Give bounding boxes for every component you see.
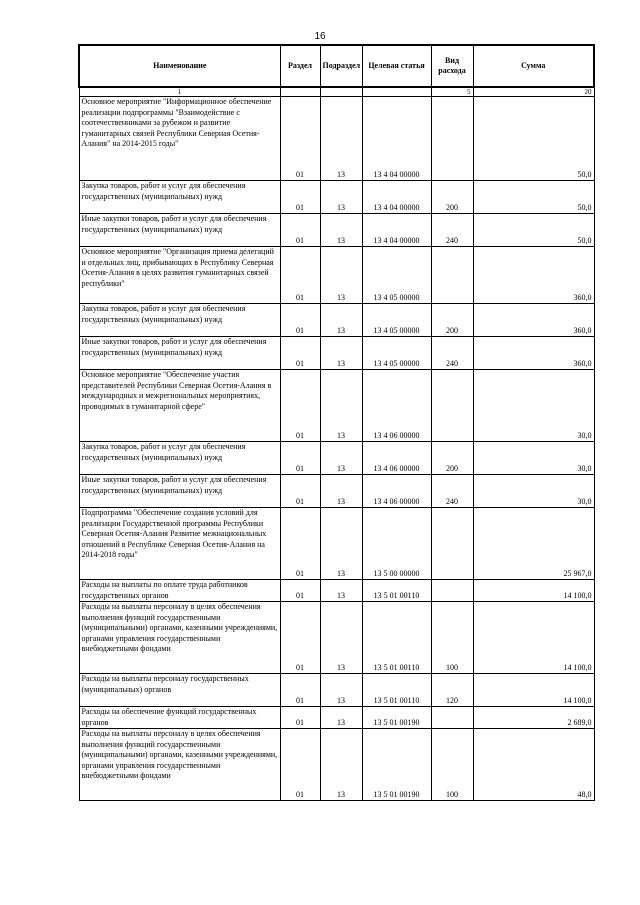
index-sum: 20 [473,87,594,97]
row-target: 13 4 05 00000 [362,304,431,337]
row-vid: 100 [431,602,473,674]
row-sum: 360,0 [473,304,594,337]
row-podrazdel: 13 [320,304,362,337]
row-sum: 50,0 [473,181,594,214]
row-target: 13 4 04 00000 [362,181,431,214]
row-target: 13 5 01 00190 [362,707,431,729]
row-name: Закупка товаров, работ и услуг для обеспечения государственных (муниципальных) нужд [79,442,280,475]
row-sum: 50,0 [473,214,594,247]
row-vid [431,97,473,181]
row-razdel: 01 [280,247,320,304]
table-row [79,370,594,442]
row-sum: 30,0 [473,475,594,508]
table-row [79,729,594,801]
row-vid: 200 [431,181,473,214]
row-podrazdel: 13 [320,442,362,475]
table-header-row [79,45,594,87]
row-razdel: 01 [280,475,320,508]
row-razdel: 01 [280,729,320,801]
row-vid [431,247,473,304]
row-podrazdel: 13 [320,580,362,602]
table-row [79,674,594,707]
header-razdel: Раздел [280,45,320,87]
index-vid: 5 [431,87,473,97]
row-sum: 14 100,0 [473,674,594,707]
row-podrazdel: 13 [320,508,362,580]
row-name: Расходы на выплаты по оплате труда работников государственных органов [79,580,280,602]
page-number: 16 [314,31,326,42]
table-row [79,337,594,370]
row-target: 13 4 06 00000 [362,442,431,475]
table-row [79,508,594,580]
row-target: 13 5 01 00110 [362,602,431,674]
row-sum: 25 967,0 [473,508,594,580]
row-razdel: 01 [280,580,320,602]
table-row [79,442,594,475]
row-sum: 48,0 [473,729,594,801]
row-vid [431,508,473,580]
header-podrazdel: Подраздел [320,45,362,87]
row-podrazdel: 13 [320,181,362,214]
row-razdel: 01 [280,602,320,674]
row-name: Расходы на выплаты персоналу государственных (муниципальных) органов [79,674,280,707]
table-row [79,181,594,214]
row-name: Закупка товаров, работ и услуг для обеспечения государственных (муниципальных) нужд [79,304,280,337]
row-podrazdel: 13 [320,674,362,707]
row-target: 13 5 01 00190 [362,729,431,801]
table-row [79,602,594,674]
row-target: 13 5 01 00110 [362,674,431,707]
row-razdel: 01 [280,214,320,247]
row-podrazdel: 13 [320,97,362,181]
row-target: 13 4 06 00000 [362,475,431,508]
column-index-row [79,87,594,97]
row-sum: 360,0 [473,247,594,304]
table-row [79,247,594,304]
row-target: 13 4 04 00000 [362,97,431,181]
row-vid [431,580,473,602]
row-target: 13 4 06 00000 [362,370,431,442]
row-vid [431,707,473,729]
row-name: Иные закупки товаров, работ и услуг для обеспечения государственных (муниципальных) нужд [79,475,280,508]
row-target: 13 4 05 00000 [362,247,431,304]
row-sum: 30,0 [473,442,594,475]
row-name: Расходы на обеспечение функций государственных органов [79,707,280,729]
row-sum: 360,0 [473,337,594,370]
row-name: Основное мероприятие "Организация приема делегаций и отдельных лиц, прибывающих в Республику Северная Осетия-Алания в целях развития гуманитарных связей республики" [79,247,280,304]
row-name: Расходы на выплаты персоналу в целях обеспечения выполнения функций государственными (муниципальными) органами, казенными учреждениями, органами управления государственными внебюджетными фондами [79,602,280,674]
row-podrazdel: 13 [320,602,362,674]
row-vid: 200 [431,304,473,337]
row-sum: 14 100,0 [473,602,594,674]
row-target: 13 4 04 00000 [362,214,431,247]
header-name: Наименование [79,45,280,87]
row-vid: 120 [431,674,473,707]
index-podrazdel [320,87,362,97]
row-name: Основное мероприятие "Обеспечение участия представителей Республики Северная Осетия-Алания в международных и межрегиональных мероприятиях, проводимых в гуманитарной сфере" [79,370,280,442]
row-target: 13 4 05 00000 [362,337,431,370]
row-vid: 240 [431,214,473,247]
row-razdel: 01 [280,442,320,475]
row-razdel: 01 [280,707,320,729]
row-sum: 14 100,0 [473,580,594,602]
budget-table [78,44,595,801]
row-podrazdel: 13 [320,729,362,801]
row-razdel: 01 [280,304,320,337]
table-row [79,214,594,247]
table-row [79,707,594,729]
row-sum: 30,0 [473,370,594,442]
index-name: 1 [79,87,280,97]
row-vid: 200 [431,442,473,475]
header-sum: Сумма [473,45,594,87]
row-sum: 2 689,0 [473,707,594,729]
index-target [362,87,431,97]
row-razdel: 01 [280,97,320,181]
row-podrazdel: 13 [320,707,362,729]
row-podrazdel: 13 [320,214,362,247]
row-vid: 240 [431,475,473,508]
row-name: Иные закупки товаров, работ и услуг для обеспечения государственных (муниципальных) нужд [79,214,280,247]
row-sum: 50,0 [473,97,594,181]
row-razdel: 01 [280,181,320,214]
row-target: 13 5 00 00000 [362,508,431,580]
row-podrazdel: 13 [320,370,362,442]
row-podrazdel: 13 [320,247,362,304]
row-name: Подпрограмма "Обеспечение создания условий для реализации Государственной программы Республики Северная Осетия-Алания Развитие межнациональных отношений в Республике Северная Осетия-Алания на 2014-2018 годы" [79,508,280,580]
table-row [79,475,594,508]
index-razdel [280,87,320,97]
row-razdel: 01 [280,370,320,442]
row-name: Расходы на выплаты персоналу в целях обеспечения выполнения функций государственными (муниципальными) органами, казенными учреждениями, органами управления государственными внебюджетными фондами [79,729,280,801]
table-row [79,580,594,602]
row-vid: 100 [431,729,473,801]
header-target: Целевая статья [362,45,431,87]
row-razdel: 01 [280,508,320,580]
table-row [79,304,594,337]
row-razdel: 01 [280,337,320,370]
header-vid: Вид расхода [431,45,473,87]
row-podrazdel: 13 [320,475,362,508]
row-name: Основное мероприятие "Информационное обеспечение реализации подпрограммы "Взаимодействие с соотечественниками за рубежом и развитие гуманитарных связей Республики Северная Осетия-Алания" на 2014-2015 годы" [79,97,280,181]
row-podrazdel: 13 [320,337,362,370]
row-vid: 240 [431,337,473,370]
row-target: 13 5 01 00110 [362,580,431,602]
row-vid [431,370,473,442]
row-razdel: 01 [280,674,320,707]
row-name: Закупка товаров, работ и услуг для обеспечения государственных (муниципальных) нужд [79,181,280,214]
table-row [79,97,594,181]
row-name: Иные закупки товаров, работ и услуг для обеспечения государственных (муниципальных) нужд [79,337,280,370]
